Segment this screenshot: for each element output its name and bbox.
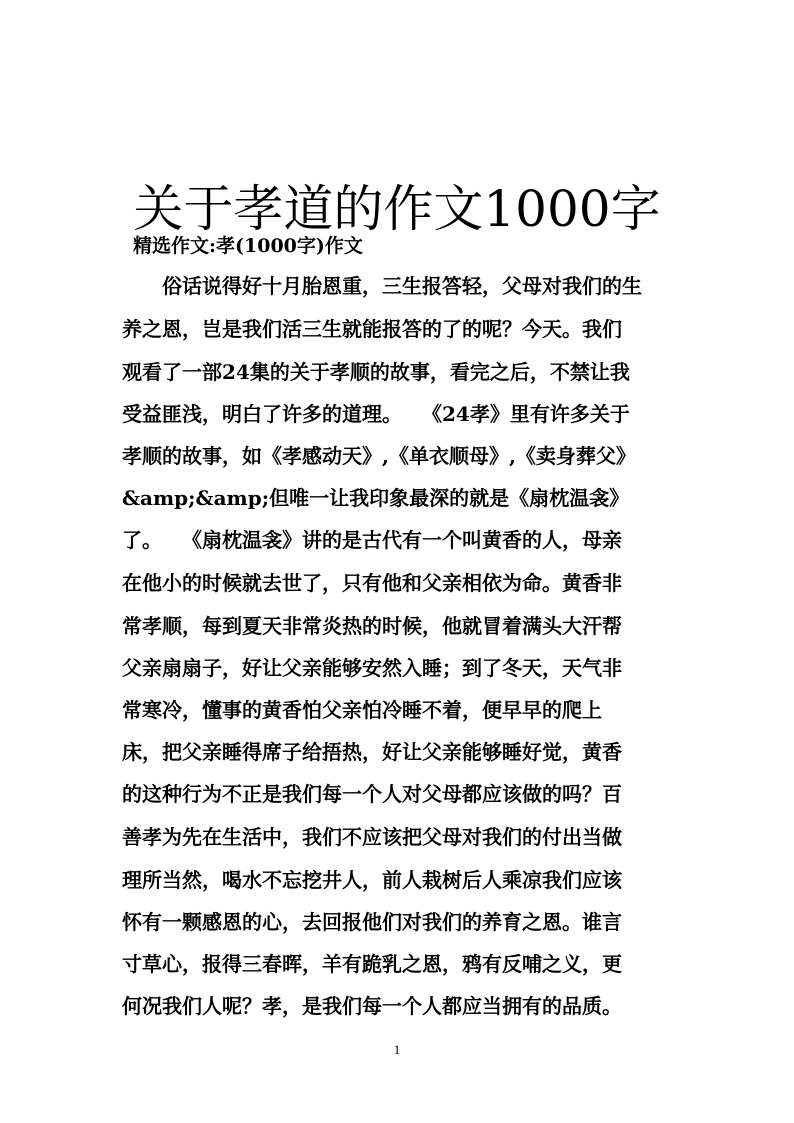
paragraph-line: 床，把父亲睡得席子给捂热，好让父亲能够睡好觉，黄香 [122, 740, 622, 764]
paragraph-line: 常孝顺，每到夏天非常炎热的时候，他就冒着满头大汗帮 [122, 614, 622, 638]
paragraph-line: 善孝为先在生活中，我们不应该把父母对我们的付出当做 [122, 825, 622, 849]
paragraph-line: 常寒冷，懂事的黄香怕父亲怕冷睡不着，便早早的爬上 [122, 698, 602, 722]
document-subtitle: 精选作文:孝(1000字)作文 [133, 235, 363, 257]
paragraph-line: 怀有一颗感恩的心，去回报他们对我们的养育之恩。谁言 [122, 910, 622, 934]
paragraph-line: &amp;&amp;但唯一让我印象最深的就是《扇枕温衾》 [122, 486, 630, 510]
paragraph-line: 寸草心，报得三春晖，羊有跪乳之恩，鸦有反哺之义，更 [122, 952, 622, 976]
paragraph-line: 在他小的时候就去世了，只有他和父亲相依为命。黄香非 [122, 571, 622, 595]
paragraph-line: 俗话说得好十月胎恩重，三生报答轻，父母对我们的生 [162, 274, 642, 298]
paragraph-line: 养之恩，岂是我们活三生就能报答的了的呢？今天。我们 [122, 317, 622, 341]
paragraph-line: 了。 《扇枕温衾》讲的是古代有一个叫黄香的人，母亲 [122, 528, 622, 552]
paragraph-line: 的这种行为不正是我们每一个人对父母都应该做的吗？百 [122, 782, 622, 806]
document-title: 关于孝道的作文1000字 [133, 179, 661, 238]
paragraph-line: 理所当然，喝水不忘挖井人，前人栽树后人乘凉我们应该 [122, 868, 622, 892]
paragraph-line: 父亲扇扇子，好让父亲能够安然入睡；到了冬天，天气非 [122, 656, 622, 680]
paragraph-line: 观看了一部24集的关于孝顺的故事，看完之后，不禁让我 [122, 360, 630, 384]
paragraph-line: 孝顺的故事，如《孝感动天》,《单衣顺母》,《卖身葬父》 [122, 444, 636, 468]
page-number: 1 [393, 1042, 401, 1057]
paragraph-line: 受益匪浅，明白了许多的道理。 《24孝》里有许多关于 [122, 402, 630, 426]
paragraph-line: 何况我们人呢？孝，是我们每一个人都应当拥有的品质。 [122, 994, 622, 1018]
